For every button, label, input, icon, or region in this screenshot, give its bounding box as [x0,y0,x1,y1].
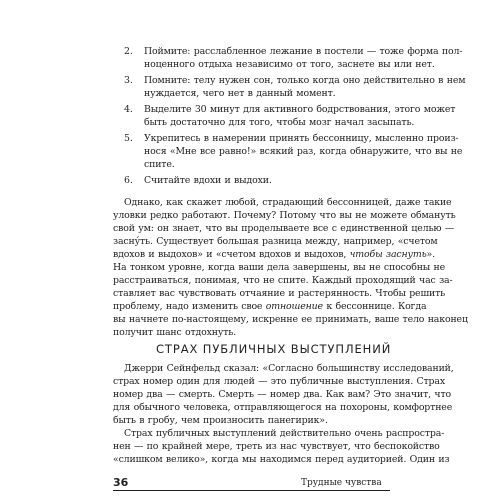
paragraph-line: быть в гробу, чем произносить панегирик». [113,415,328,426]
paragraph-line: засну́ть. Существует большая разница между, например, «счетом [113,236,438,247]
running-title: Трудные чувства [301,478,382,488]
list-item-line: ноценного отдыха независимо от того, заснете вы или нет. [144,59,435,70]
paragraph-line: получит шанс отдохнуть. [113,327,237,338]
list-number: 3. [124,75,133,86]
list-number: 6. [124,175,133,186]
paragraph-line: На тонком уровне, когда ваши дела завершены, вы не способны не [113,262,446,273]
paragraph-line: проблему, надо изменить свое отношение к бессоннице. Когда [113,301,427,312]
list-item-line: быть достаточно для того, чтобы мозг начал засыпать. [144,117,415,128]
list-item-line: спите. [144,159,175,170]
paragraph-line: для обычного человека, отправляющегося на похороны, комфортнее [113,402,453,413]
paragraph-line: вдохов и выдохов» и «счетом вдохов и выдохов, чтобы заснуть». [113,249,435,260]
paragraph-line: вы начнете по-настоящему, искренне ее принимать, ваше тело наконец [113,314,468,325]
paragraph-line: нен — по крайней мере, треть из нас чувствует, что беспокойство [113,441,440,452]
list-item-line: Поймите: расслабленное лежание в постели — тоже форма пол- [144,46,463,57]
list-item-line: нося «Мне все равно!» всякий раз, когда обнаружите, что вы не [144,146,463,157]
list-item-line: Помните: телу нужен сон, только когда оно действительно в нем [144,75,466,86]
page-number: 36 [113,476,129,489]
list-item-line: нуждается, чего нет в данный момент. [144,88,336,99]
paragraph-line: Джерри Сейнфельд сказал: «Согласно большинству исследований, [124,363,454,374]
paragraph-line: расстраиваться, понимая, что не спите. Каждый проходящий час за- [113,275,453,286]
paragraph-line: ставляет вас чувствовать отчаяние и растерянность. Чтобы решить [113,288,446,299]
paragraph-line: страх номер один для людей — это публичные выступления. Страх [113,376,445,387]
paragraph-line: номер два — смерть. Смерть — номер два. Как вам? Это значит, что [113,389,451,400]
list-item-line: Выделите 30 минут для активного бодрствования, этого может [144,104,456,115]
paragraph-line: Страх публичных выступлений действительно очень распростра- [124,428,445,439]
paragraph-line: свой ум: он знает, что вы проделываете все с единственной целью — [113,223,455,234]
list-item-line: Считайте вдохи и выдохи. [144,175,272,186]
paragraph-line: Однако, как скажет любой, страдающий бессонницей, даже такие [124,197,452,208]
footer-rule [113,490,390,491]
list-number: 4. [124,104,133,115]
paragraph-line: уловки редко работают. Почему? Потому что вы не можете обмануть [113,210,456,221]
list-number: 2. [124,46,133,57]
list-item-line: Укрепитесь в намерении принять бессонницу, мысленно произ- [144,133,459,144]
paragraph-line: «слишком велико», когда мы находимся перед аудиторией. Один из [113,454,450,465]
section-heading: СТРАХ ПУБЛИЧНЫХ ВЫСТУПЛЕНИЙ [156,342,392,356]
list-number: 5. [124,133,133,144]
